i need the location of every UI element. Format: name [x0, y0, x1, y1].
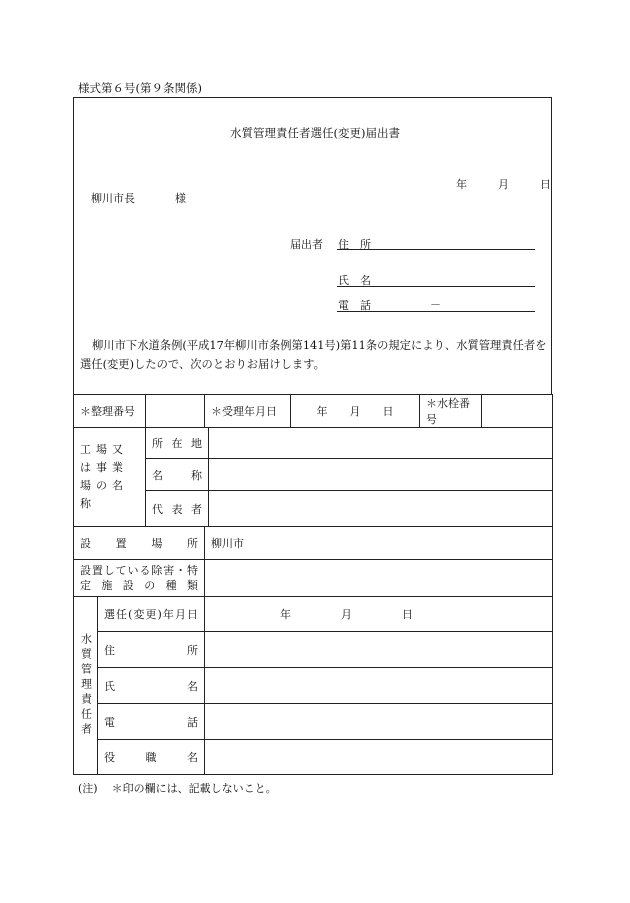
month-label: 月: [498, 178, 509, 191]
ref-no-field[interactable]: [146, 395, 205, 428]
applicant-label: 届出者: [290, 238, 323, 251]
received-date-label: ＊受理年月日: [205, 395, 291, 428]
day-label: 日: [540, 178, 551, 191]
statement-paragraph: 柳川市下水道条例(平成17年柳川市条例第141号)第11条の規定により、水質管理責任者を選任(変更)したので、次のとおりお届けします。: [80, 339, 547, 371]
applicant-address-label: 住 所: [338, 238, 371, 251]
received-date-field[interactable]: [291, 395, 420, 428]
meter-no-field[interactable]: [482, 395, 553, 428]
detail-table: [73, 394, 553, 775]
received-day: 日: [382, 405, 394, 418]
factory-representative-label: 代表者: [146, 491, 209, 527]
factory-location-field[interactable]: [209, 428, 553, 459]
applicant-phone-field[interactable]: [337, 311, 535, 312]
received-month: 月: [349, 405, 361, 418]
manager-position-label: 役職名: [98, 740, 205, 775]
footnote: [78, 780, 277, 796]
facility-type-field[interactable]: [205, 560, 553, 597]
applicant-address-field[interactable]: [337, 249, 535, 250]
manager-appointed-date-label: 選任(変更)年月日: [98, 597, 205, 632]
manager-day: 日: [402, 608, 413, 621]
install-place-value: 柳川市: [211, 537, 244, 550]
ref-no-label: ＊整理番号: [74, 395, 146, 428]
form-title: 水質管理責任者選任(変更)届出書: [230, 126, 400, 140]
factory-name-field[interactable]: [209, 459, 553, 491]
applicant-name-label: 氏 名: [338, 274, 371, 287]
year-label: 年: [456, 178, 467, 191]
install-place-field[interactable]: [205, 527, 553, 560]
applicant-name-field[interactable]: [337, 286, 535, 287]
factory-representative-field[interactable]: [209, 491, 553, 527]
manager-name-label: 氏名: [98, 668, 205, 704]
addressee: [91, 190, 186, 206]
factory-location-label: 所在地: [146, 428, 209, 459]
form-number: 様式第６号(第９条関係): [78, 81, 202, 95]
factory-name-label: 名称: [146, 459, 209, 491]
addressee-honorific: 様: [175, 192, 186, 205]
manager-address-field[interactable]: [205, 632, 553, 668]
footnote-prefix: (注): [78, 782, 98, 795]
manager-year: 年: [280, 608, 291, 621]
manager-month: 月: [341, 608, 352, 621]
manager-group-label: 水質管理責任者: [74, 597, 98, 775]
applicant-phone-dash: －: [430, 298, 441, 311]
submission-date[interactable]: [456, 176, 551, 192]
factory-group-label: 工場又は事業場の名称: [74, 428, 146, 527]
addressee-name: 柳川市長: [91, 192, 135, 205]
facility-type-label: 設置している除害・特定施設の種類: [74, 560, 205, 597]
manager-phone-label: 電話: [98, 704, 205, 740]
meter-no-label: ＊水栓番号: [420, 395, 482, 428]
applicant-phone-label: 電 話: [338, 299, 371, 312]
manager-position-field[interactable]: [205, 740, 553, 775]
manager-appointed-date-field[interactable]: [205, 597, 553, 632]
footnote-text: ＊印の欄には、記載しないこと。: [111, 782, 277, 795]
received-year: 年: [316, 405, 328, 418]
manager-name-field[interactable]: [205, 668, 553, 704]
manager-phone-field[interactable]: [205, 704, 553, 740]
install-place-label: 設置場所: [74, 527, 205, 560]
manager-address-label: 住所: [98, 632, 205, 668]
